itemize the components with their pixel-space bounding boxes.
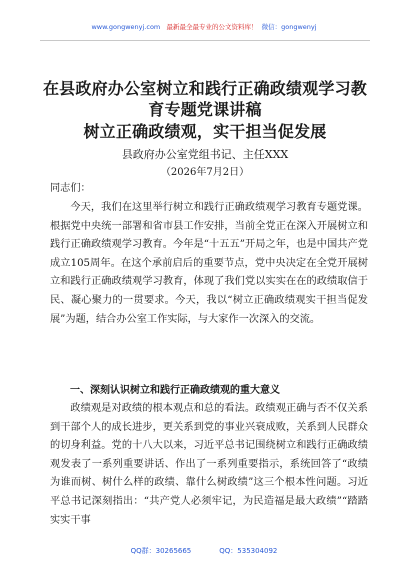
- header-divider: [40, 40, 370, 41]
- page-footer: [0, 546, 408, 556]
- paragraph-1: 今天，我们在这里举行树立和践行正确政绩观学习教育专题党课。根据党中央统一部署和省市县工作安排，当前全党正在深入开展树立和践行正确政绩观学习教育。今年是“十五五”开局之年，也是中国共产党成立105周年。在这个承前启后的重要节点，党中央决定在全党开展树立和践行正确政绩观学习教育，体现了我们党以实实在在的政绩取信于民、凝心聚力的一贯要求。今天，我以“树立正确政绩观实干担当促发展”为题，结合办公室工作实际，与大家作一次深入的交流。: [50, 202, 368, 325]
- site-weixin: 微信：gongwenyj: [261, 23, 317, 31]
- site-url[interactable]: www.gongwenyj.com: [91, 23, 161, 31]
- footer-qq-group: QQ群：30265665: [130, 547, 192, 555]
- doc-author: 县政府办公室党组书记、主任XXX: [121, 148, 289, 161]
- doc-title-line-2: 育专题党课讲稿: [148, 100, 262, 119]
- doc-subtitle: 树立正确政绩观，实干担当促发展: [83, 122, 327, 141]
- greeting: 同志们：: [50, 183, 91, 194]
- doc-title-line-1: 在县政府办公室树立和践行正确政绩观学习教: [42, 79, 367, 98]
- footer-qq: QQ：535304092: [219, 547, 278, 555]
- site-header: [0, 22, 408, 31]
- site-tagline: 最新最全最专业的公文资料库！: [166, 23, 258, 31]
- doc-date: （2026年7月2日）: [160, 167, 250, 178]
- paragraph-2: 政绩观是对政绩的根本观点和总的看法。政绩观正确与否不仅关系到干部个人的成长进步，更关系到党的事业兴衰成败，关系到人民群众的切身利益。党的十八大以来，习近平总书记围绕树立和践行正确政绩观发表了一系列重要讲话、作出了一系列重要指示，系统回答了“政绩为谁而树、树什么样的政绩、靠什么树政绩”这三个根本性问题。习近平总书记深刻指出：“共产党人必须牢记，为民造福是最大政绩”“踏踏实实干事: [50, 403, 368, 526]
- section-heading-1: 一、深刻认识树立和践行正确政绩观的重大意义: [70, 385, 280, 396]
